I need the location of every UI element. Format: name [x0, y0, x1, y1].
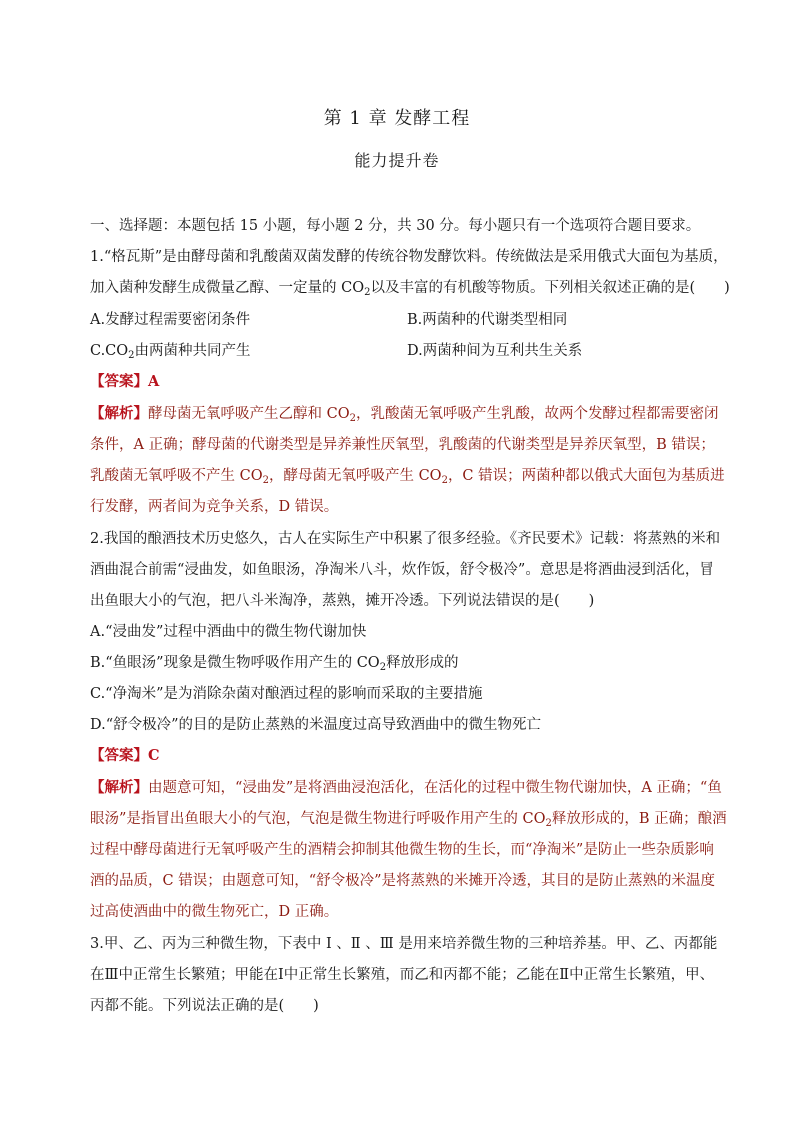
q2-option-d: D.“舒令极冷”的目的是防止蒸熟的米温度过高导致酒曲中的微生物死亡	[90, 717, 542, 733]
q2-analysis-line-4: 酒的品质，C 错误；由题意可知，“舒令极冷”是将蒸熟的米摊开冷透，其目的是防止蒸熟的米温度	[90, 873, 716, 889]
q2-option-a: A.“浸曲发”过程中酒曲中的微生物代谢加快	[90, 624, 367, 640]
q1-stem-line-2: 加入菌种发酵生成微量乙醇、一定量的 $CO_2$以及丰富的有机酸等物质。下列相关叙述正确的是( )	[90, 280, 730, 298]
q2-option-c: C.“净淘米”是为消除杂菌对酿酒过程的影响而采取的主要措施	[90, 686, 483, 702]
q2-analysis-line-1: 【解析】由题意可知，“浸曲发”是将酒曲浸泡活化，在活化的过程中微生物代谢加快，A 正确；“鱼	[90, 779, 722, 796]
q2-answer: 【答案】C	[90, 747, 160, 764]
q2-stem-line-3: 出鱼眼大小的气泡，把八斗米淘净，蒸熟，摊开冷透。下列说法错误的是( )	[90, 593, 595, 609]
q1-answer: 【答案】A	[90, 373, 160, 390]
q1-option-c: $C.CO_2$由两菌种共同产生	[90, 343, 251, 361]
q3-stem-line-2: 在Ⅲ中正常生长繁殖；甲能在Ⅰ中正常生长繁殖，而乙和丙都不能；乙能在Ⅱ中正常生长繁殖，甲、	[90, 967, 715, 983]
q3-stem-line-3: 丙都不能。下列说法正确的是( )	[90, 998, 319, 1014]
q1-analysis-line-4: 行发酵，两者间为竞争关系，D 错误。	[90, 499, 339, 515]
q2-stem-line-2: 酒曲混合前需“浸曲发，如鱼眼汤，净淘米八斗，炊作饭，舒令极冷”。意思是将酒曲浸到活化，冒	[90, 562, 714, 578]
q2-option-b: B.“鱼眼汤”现象是微生物呼吸作用产生的 $CO_2$释放形成的	[90, 655, 459, 673]
section-heading: 一、选择题：本题包括 15 小题，每小题 2 分，共 30 分。每小题只有一个选项符合题目要求。	[90, 218, 701, 234]
q1-option-b: B.两菌种的代谢类型相同	[407, 312, 568, 328]
q2-analysis-line-3: 过程中酵母菌进行无氧呼吸产生的酒精会抑制其他微生物的生长，而“净淘米”是防止一些杂质影响	[90, 842, 714, 858]
q2-stem-line-1: 2.我国的酿酒技术历史悠久，古人在实际生产中积累了很多经验。《齐民要术》记载：将蒸熟的米和	[90, 531, 721, 547]
page-title: 第 1 章 发酵工程	[323, 108, 471, 129]
q1-option-d: D.两菌种间为互利共生关系	[407, 343, 583, 359]
q1-stem-line-1: 1.“格瓦斯”是由酵母菌和乳酸菌双菌发酵的传统谷物发酵饮料。传统做法是采用俄式大面包为基质，	[90, 249, 728, 265]
q1-analysis-line-3: 乳酸菌无氧呼吸不产生 $CO_2$，酵母菌无氧呼吸产生 $CO_2$，C 错误；两菌种都以俄式大面包为基质进	[90, 468, 725, 486]
q1-option-a: A.发酵过程需要密闭条件	[90, 312, 251, 328]
q1-analysis-line-2: 条件，A 正确；酵母菌的代谢类型是异养兼性厌氧型，乳酸菌的代谢类型是异养厌氧型，B 错误；	[90, 437, 715, 453]
q2-analysis-line-2: 眼汤”是指冒出鱼眼大小的气泡，气泡是微生物进行呼吸作用产生的 $CO_2$释放形成的，B 正确；酿酒	[90, 811, 727, 829]
page-subtitle: 能力提升卷	[354, 151, 440, 170]
q3-stem-line-1: 3.甲、乙、丙为三种微生物，下表中 Ⅰ 、Ⅱ 、Ⅲ 是用来培养微生物的三种培养基。甲、乙、丙都能	[90, 936, 718, 952]
q2-analysis-line-5: 过高使酒曲中的微生物死亡，D 正确。	[90, 904, 339, 920]
q1-analysis-line-1: 【解析】酵母菌无氧呼吸产生乙醇和 $CO_2$，乳酸菌无氧呼吸产生乳酸，故两个发酵过程都需要密闭	[90, 405, 719, 424]
